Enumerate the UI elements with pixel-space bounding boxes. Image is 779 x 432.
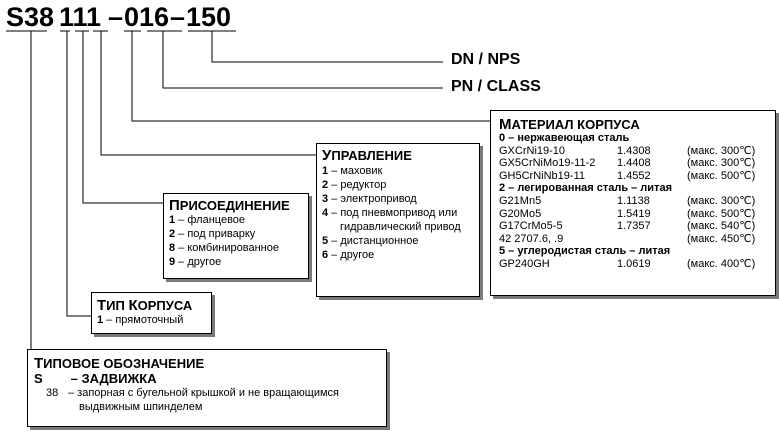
leader-material xyxy=(132,31,490,121)
material-max-temp: (макс. 500℃) xyxy=(687,207,756,220)
control-item xyxy=(322,248,461,262)
code-body-digits: 111 xyxy=(59,2,102,32)
connection-item xyxy=(169,213,290,227)
body-type-title: ТИП КОРПУСА xyxy=(97,297,193,314)
control-box xyxy=(316,143,480,297)
control-item-text: – другое xyxy=(328,249,375,261)
connection-item-text: – комбинированное xyxy=(175,242,279,254)
connection-box xyxy=(163,193,309,279)
material-row xyxy=(499,157,769,170)
material-number: 1.7357 xyxy=(617,220,651,233)
material-group-2: 2 – легированная сталь – литая xyxy=(499,182,672,195)
label-dn-nps: DN / NPS xyxy=(451,51,521,68)
code-series: S38 xyxy=(6,2,55,32)
material-group-0: 0 – нержавеющая сталь xyxy=(499,132,630,144)
material-row xyxy=(499,258,769,271)
material-max-temp: (макс. 450℃) xyxy=(687,232,756,245)
control-title: УПРАВЛЕНИЕ xyxy=(322,147,412,164)
connection-item-number: 2 xyxy=(169,228,176,240)
control-item xyxy=(322,164,461,178)
connection-item xyxy=(169,241,290,255)
material-max-temp: (макс. 500℃) xyxy=(687,169,756,182)
control-item-text: гидравлический привод xyxy=(340,221,461,233)
code-material-digits: 016 xyxy=(124,2,170,32)
connection-item-number: 1 xyxy=(169,214,176,226)
material-number: 1.4308 xyxy=(617,144,651,157)
control-item xyxy=(322,220,461,234)
material-max-temp: (макс. 300℃) xyxy=(687,194,756,207)
code-dash-2: – xyxy=(170,2,186,32)
material-max-temp: (макс. 540℃) xyxy=(687,220,756,233)
material-row xyxy=(499,220,769,233)
material-row xyxy=(499,195,769,208)
body-type-item: 1 – прямоточный xyxy=(97,314,184,326)
material-number: 1.4552 xyxy=(617,169,651,182)
material-max-temp: (макс. 300℃) xyxy=(687,144,756,157)
control-item-text: – под пневмопривод или xyxy=(328,207,458,219)
leader-connection xyxy=(83,31,163,203)
connection-title: ПРИСОЕДИНЕНИЕ xyxy=(169,197,290,214)
material-number: 1.0619 xyxy=(617,257,651,270)
material-max-temp: (макс. 300℃) xyxy=(687,157,756,170)
type-designation-38: 38 – запорная с бугельной крышкой и не вращающимся xyxy=(46,387,339,399)
leader-dn xyxy=(212,31,443,62)
material-grade: GH5CrNiNb19-11 xyxy=(499,169,585,182)
leader-control xyxy=(101,31,316,155)
control-item-number: 5 xyxy=(322,235,329,247)
material-box xyxy=(490,110,776,296)
control-item-text: – редуктор xyxy=(328,179,387,191)
control-item-number: 6 xyxy=(322,249,329,261)
material-row xyxy=(499,233,769,246)
leader-body-type xyxy=(67,31,91,316)
type-designation-s: S – ЗАДВИЖКА xyxy=(34,371,157,386)
material-row xyxy=(499,170,769,183)
material-grade: G21Mn5 xyxy=(499,194,542,207)
control-item-number: 4 xyxy=(322,207,329,219)
label-pn-class: PN / CLASS xyxy=(451,78,541,95)
material-grade: GX5CrNiMo19-11-2 xyxy=(499,157,596,170)
body-type-box xyxy=(91,292,212,334)
type-designation-box xyxy=(27,349,387,427)
control-item-text: – электропривод xyxy=(328,193,417,205)
connection-item-text: – фланцевое xyxy=(175,214,246,226)
material-row xyxy=(499,208,769,221)
material-title: МАТЕРИАЛ КОРПУСА xyxy=(499,116,640,133)
code-dash-1: – xyxy=(108,2,124,32)
connection-item-number: 8 xyxy=(169,242,176,254)
type-designation-title: ТИПОВОЕ ОБОЗНАЧЕНИЕ xyxy=(34,355,205,372)
control-item-number: 3 xyxy=(322,193,329,205)
material-number: 1.5419 xyxy=(617,207,651,220)
material-grade: G17CrMo5-5 xyxy=(499,220,563,233)
material-max-temp: (макс. 400℃) xyxy=(687,257,756,270)
control-item-text: – дистанционное xyxy=(328,235,419,247)
connection-item xyxy=(169,255,290,269)
material-grade: GXCrNi19-10 xyxy=(499,144,566,157)
material-number: 1.1138 xyxy=(617,194,650,207)
leader-pn xyxy=(163,31,443,88)
control-item xyxy=(322,192,461,206)
connection-item-text: – под приварку xyxy=(175,228,256,240)
code-dn-digits: 150 xyxy=(186,2,232,32)
material-grade: 42 2707.6, .9 xyxy=(499,232,564,245)
connection-item xyxy=(169,227,290,241)
material-grade: G20Mo5 xyxy=(499,207,542,220)
connection-item-text: – другое xyxy=(175,256,222,268)
control-item-number: 1 xyxy=(322,165,329,177)
control-item xyxy=(322,234,461,248)
type-designation-desc2: выдвижным шпинделем xyxy=(79,401,203,413)
control-item-text: – маховик xyxy=(328,165,383,177)
connection-item-number: 9 xyxy=(169,256,176,268)
control-item xyxy=(322,178,461,192)
material-group-5: 5 – углеродистая сталь – литая xyxy=(499,245,671,258)
control-item xyxy=(322,206,461,220)
material-grade: GP240GH xyxy=(499,257,550,270)
control-item-number: 2 xyxy=(322,179,329,191)
material-number: 1.4408 xyxy=(617,157,651,170)
material-row xyxy=(499,145,769,158)
